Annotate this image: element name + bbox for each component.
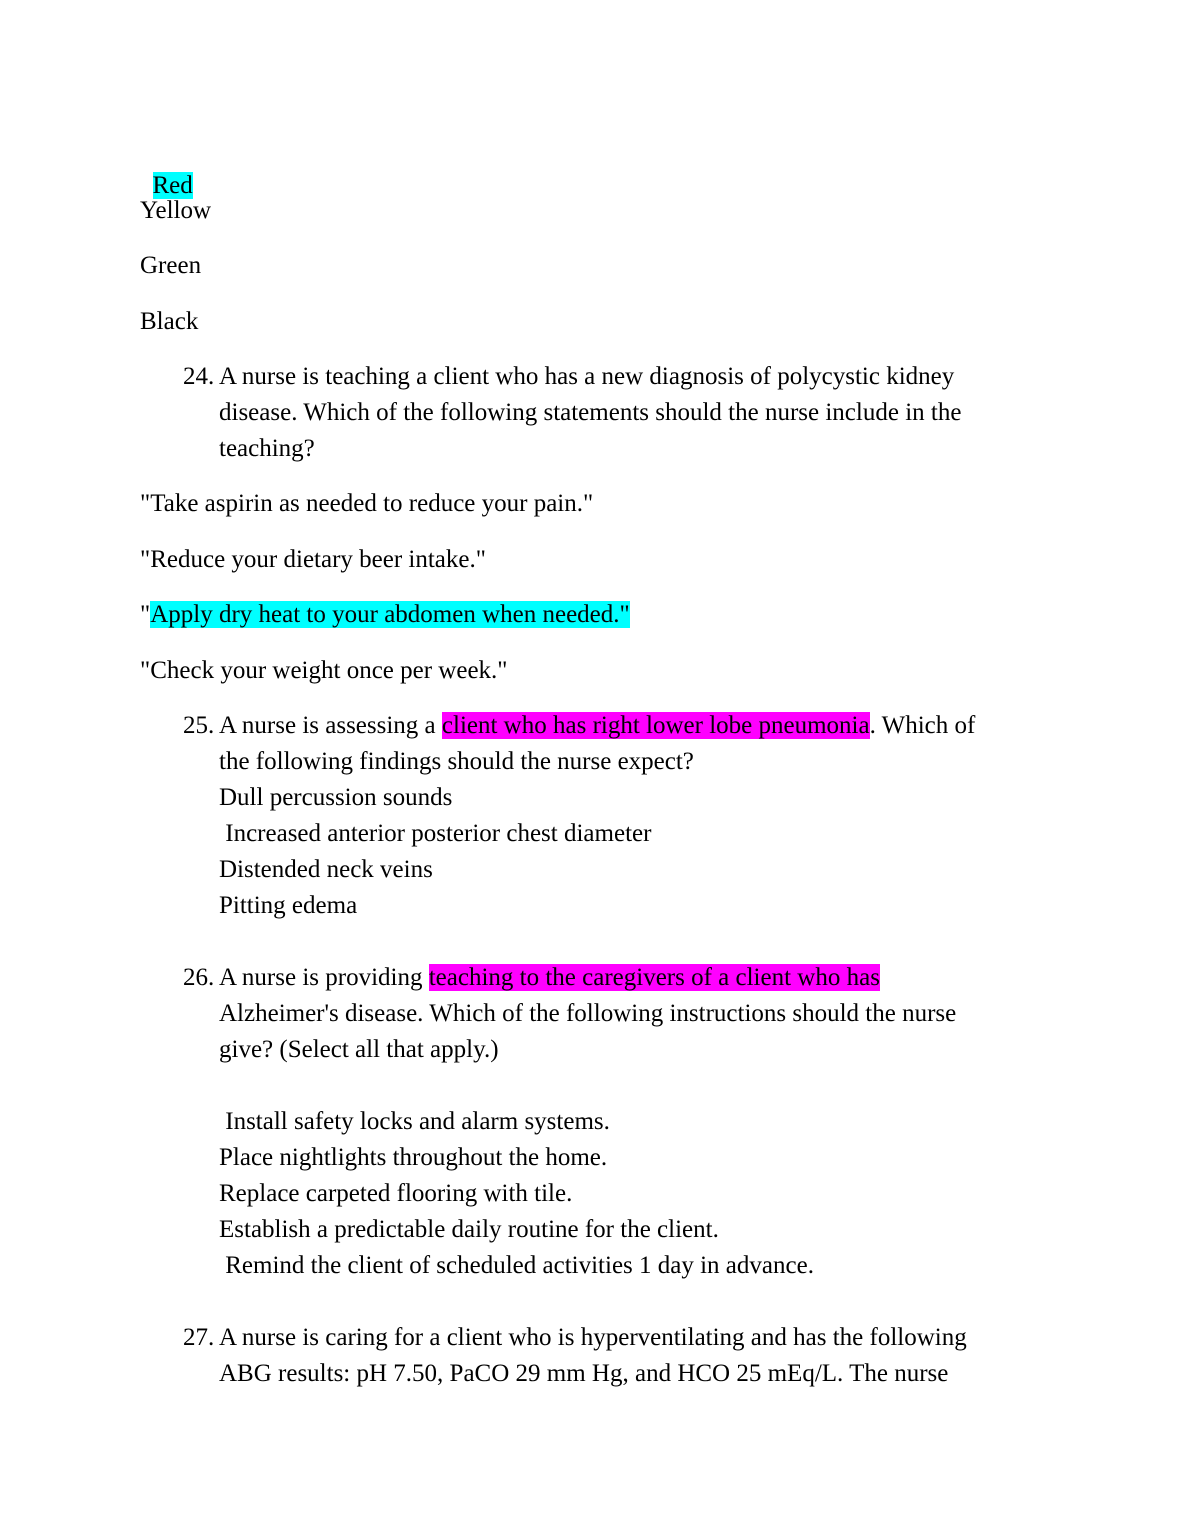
q25-option: Dull percussion sounds bbox=[219, 784, 453, 811]
keyword-highlight: client who has right lower lobe pneumonia bbox=[441, 712, 870, 739]
q25-option: Increased anterior posterior chest diameter bbox=[219, 820, 652, 847]
q27-number: 27. bbox=[183, 1324, 215, 1351]
q23-option-black: Black bbox=[140, 308, 199, 335]
q25-stem-line: the following findings should the nurse expect? bbox=[219, 748, 694, 775]
q25-stem-line bbox=[219, 711, 975, 741]
q24-option: "Check your weight once per week." bbox=[140, 657, 508, 684]
q24-stem-line: disease. Which of the following statements should the nurse include in the bbox=[219, 399, 962, 426]
q24-option-answer bbox=[140, 600, 630, 630]
q24-stem-line: A nurse is teaching a client who has a new diagnosis of polycystic kidney bbox=[219, 363, 955, 390]
q27-stem-line: A nurse is caring for a client who is hyperventilating and has the following bbox=[219, 1324, 967, 1351]
q25-option: Pitting edema bbox=[219, 892, 358, 919]
q24-option: "Reduce your dietary beer intake." bbox=[140, 546, 486, 573]
q26-stem-line bbox=[219, 963, 880, 993]
q26-number: 26. bbox=[183, 964, 215, 991]
q26-option: Establish a predictable daily routine for the client. bbox=[219, 1216, 719, 1243]
q26-stem-line: give? (Select all that apply.) bbox=[219, 1036, 499, 1063]
q25-number: 25. bbox=[183, 712, 215, 739]
q25-stem-text: A nurse is assessing a bbox=[219, 712, 442, 739]
q26-option: Replace carpeted flooring with tile. bbox=[219, 1180, 573, 1207]
q26-option: Install safety locks and alarm systems. bbox=[219, 1108, 610, 1135]
q25-stem-text: . Which of bbox=[869, 712, 976, 739]
q23-option-red bbox=[140, 141, 193, 199]
q23-option-yellow: Yellow bbox=[140, 197, 212, 224]
q24-option: "Take aspirin as needed to reduce your pain." bbox=[140, 490, 594, 517]
q26-stem-text: A nurse is providing bbox=[219, 964, 429, 991]
q27-stem-line: ABG results: pH 7.50, PaCO 29 mm Hg, and HCO 25 mEq/L. The nurse bbox=[219, 1360, 949, 1387]
q26-stem-line: Alzheimer's disease. Which of the following instructions should the nurse bbox=[219, 1000, 957, 1027]
q24-number: 24. bbox=[183, 363, 215, 390]
open-quote: " bbox=[140, 601, 151, 628]
q25-option: Distended neck veins bbox=[219, 856, 433, 883]
keyword-highlight: teaching to the caregivers of a client who has bbox=[428, 964, 880, 991]
answer-highlight: Red bbox=[152, 172, 193, 199]
q26-option: Remind the client of scheduled activities 1 day in advance. bbox=[219, 1252, 814, 1279]
q24-stem-line: teaching? bbox=[219, 435, 315, 462]
q23-option-green: Green bbox=[140, 252, 202, 279]
q26-option: Place nightlights throughout the home. bbox=[219, 1144, 608, 1171]
answer-highlight: Apply dry heat to your abdomen when needed." bbox=[150, 601, 630, 628]
